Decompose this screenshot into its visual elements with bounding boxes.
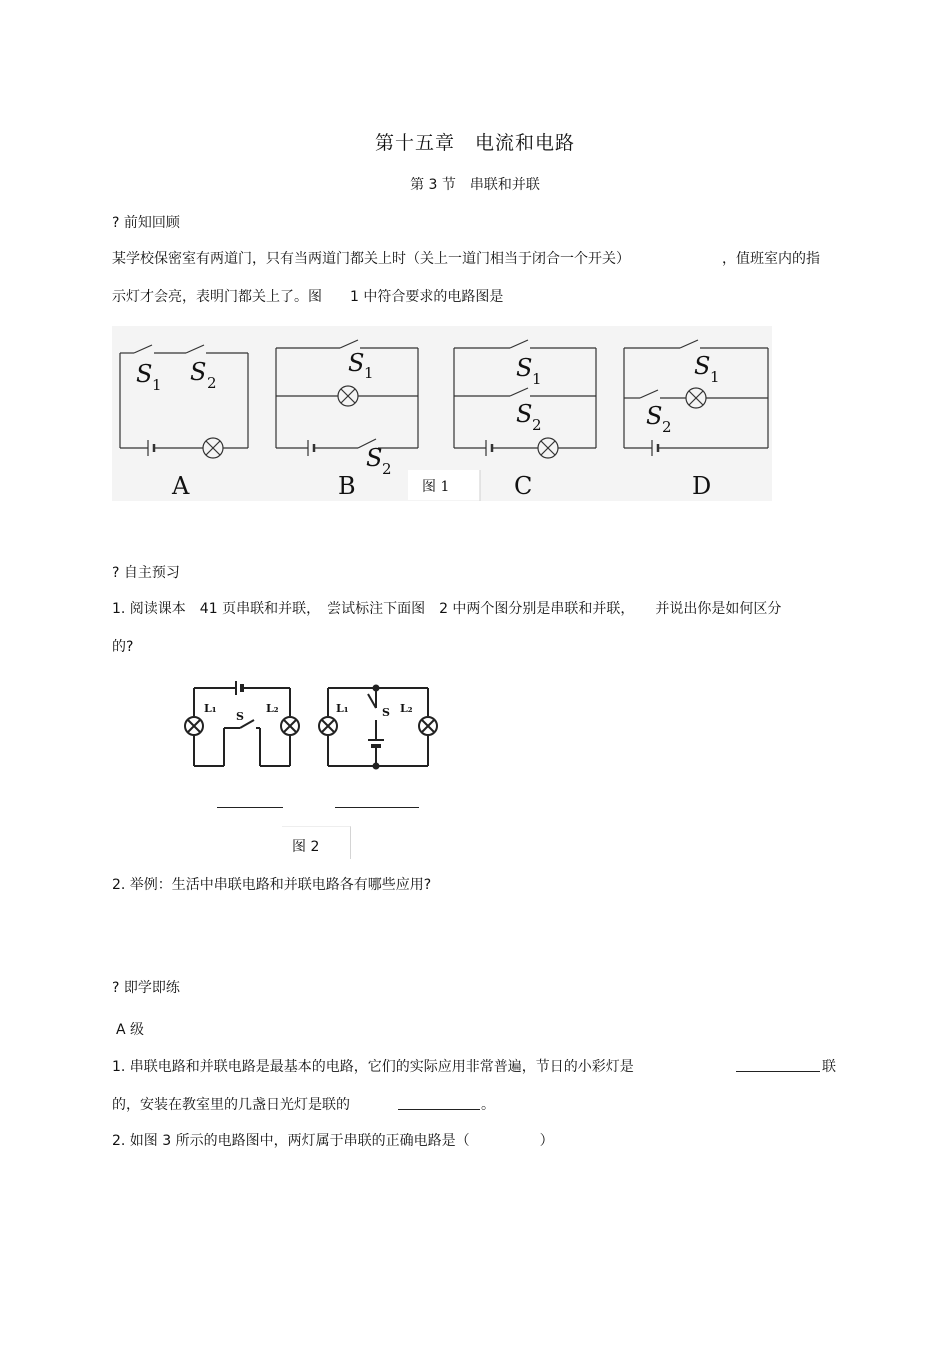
parallel-circuit (319, 686, 437, 769)
svg-text:2: 2 (532, 416, 542, 434)
practice-q1-line1-end: 联 (822, 1059, 836, 1075)
series-circuit (185, 681, 299, 766)
svg-text:1: 1 (532, 370, 542, 388)
svg-text:S: S (366, 444, 383, 472)
svg-text:1: 1 (364, 364, 374, 382)
chapter-title: 第十五章 电流和电路 (374, 132, 575, 154)
practice-heading: ? 即学即练 (112, 980, 180, 996)
svg-text:S: S (694, 352, 711, 380)
figure-2-circuits (180, 676, 440, 776)
preview-q2: 2. 举例：生活中串联电路和并联电路各有哪些应用? (112, 877, 432, 893)
svg-text:S: S (646, 402, 663, 430)
svg-text:1: 1 (710, 368, 720, 386)
svg-text:L₂: L₂ (400, 702, 413, 715)
q1-blank-2[interactable] (398, 1109, 480, 1110)
svg-text:S: S (382, 706, 390, 719)
svg-text:2: 2 (382, 460, 392, 478)
svg-text:L₂: L₂ (266, 702, 279, 715)
svg-text:S: S (516, 354, 533, 382)
option-c: C (514, 472, 533, 500)
practice-q1-line2-end: 。 (481, 1097, 495, 1113)
svg-text:S: S (236, 710, 244, 723)
figure-2-caption: 图 2 (292, 839, 320, 855)
practice-q2: 2. 如图 3 所示的电路图中，两灯属于串联的正确电路是（ ） (112, 1133, 554, 1149)
series-answer-blank[interactable] (217, 807, 283, 808)
review-question-line1b: ，值班室内的指 (722, 251, 820, 267)
preview-q1-line1: 1. 阅读课本 41 页串联和并联， 尝试标注下面图 2 中两个图分别是串联和并联， 并说出你是如何区分 (112, 601, 782, 617)
label-a-s: S (136, 360, 153, 388)
review-question-line2: 示灯才会亮，表明门都关上了。图 1 中符合要求的电路图是 (112, 289, 504, 305)
preview-heading: ? 自主预习 (112, 565, 180, 581)
section-title: 第 3 节 串联和并联 (410, 177, 540, 193)
svg-text:S: S (516, 400, 533, 428)
level-label: A 级 (116, 1022, 145, 1038)
svg-text:1: 1 (152, 376, 162, 394)
svg-text:S: S (348, 349, 365, 377)
q1-blank-1[interactable] (736, 1071, 820, 1072)
review-heading: ? 前知回顾 (112, 215, 180, 231)
svg-text:L₁: L₁ (336, 702, 349, 715)
review-question-line1a: 某学校保密室有两道门，只有当两道门都关上时（关上一道门相当于闭合一个开关） (112, 251, 630, 267)
svg-text:2: 2 (662, 418, 672, 436)
svg-text:2: 2 (207, 374, 217, 392)
practice-q1-line1: 1. 串联电路和并联电路是最基本的电路，它们的实际应用非常普遍，节日的小彩灯是 (112, 1059, 634, 1075)
parallel-answer-blank[interactable] (335, 807, 419, 808)
practice-q1-line2: 的，安装在教室里的几盏日光灯是联的 (112, 1097, 350, 1113)
svg-text:S: S (190, 358, 207, 386)
figure-1-circuits (112, 326, 772, 501)
svg-text:L₁: L₁ (204, 702, 217, 715)
option-a: A (172, 472, 190, 500)
option-b: B (338, 472, 356, 500)
option-d: D (692, 472, 712, 500)
figure-1-caption: 图 1 (422, 479, 450, 495)
preview-q1-line2: 的? (112, 639, 134, 655)
